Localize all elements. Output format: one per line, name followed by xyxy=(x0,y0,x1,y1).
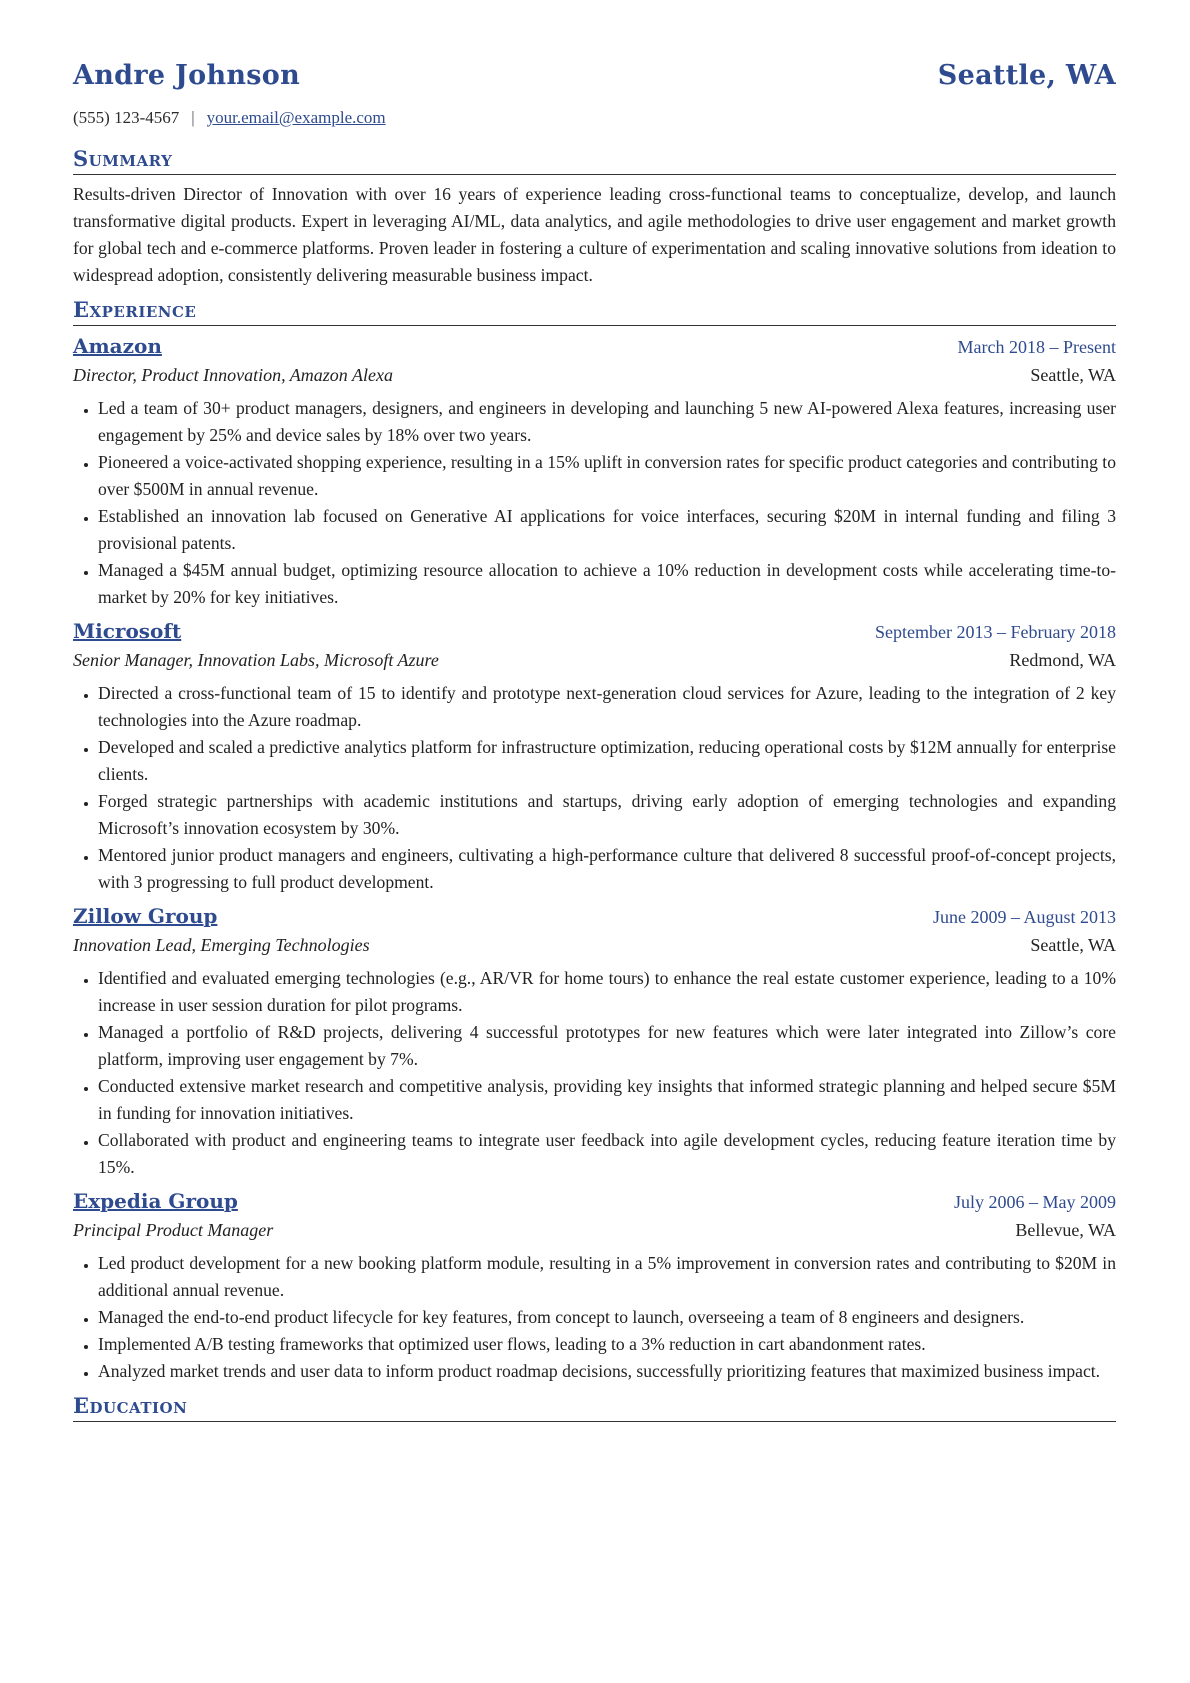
job-entry xyxy=(73,617,1116,896)
bullet-item: • Developed and scaled a predictive analytics platform for infrastructure optimization, reducing operational costs by $12M annually for enterprise clients. xyxy=(98,734,1116,788)
bullet-item: • Conducted extensive market research and competitive analysis, providing key insights that informed strategic planning and helped secure $5M in funding for innovation initiatives. xyxy=(98,1073,1116,1127)
bullet-item: • Directed a cross-functional team of 15 to identify and prototype next-generation cloud services for Azure, leading to the integration of 2 key technologies into the Azure roadmap. xyxy=(98,680,1116,734)
job-subheader xyxy=(73,361,1116,389)
job-header xyxy=(73,332,1116,361)
job-bullets xyxy=(73,680,1116,896)
bullet-item: • Managed the end-to-end product lifecycle for key features, from concept to launch, overseeing a team of 8 engineers and designers. xyxy=(98,1304,1116,1331)
bullet-item: • Mentored junior product managers and engineers, cultivating a high-performance culture that delivered 8 successful proof-of-concept projects, with 3 progressing to full product development. xyxy=(98,842,1116,896)
company-link[interactable]: Amazon xyxy=(73,334,162,358)
candidate-name: Andre Johnson xyxy=(73,60,301,91)
bullet-item: • Identified and evaluated emerging technologies (e.g., AR/VR for home tours) to enhance the real estate customer experience, leading to a 10% increase in user session duration for pilot programs. xyxy=(98,965,1116,1019)
job-title: Principal Product Manager xyxy=(73,1220,274,1240)
phone-number: (555) 123-4567 xyxy=(73,108,180,127)
job-header xyxy=(73,617,1116,646)
job-bullets xyxy=(73,395,1116,611)
bullet-item: • Implemented A/B testing frameworks that optimized user flows, leading to a 3% reduction in cart abandonment rates. xyxy=(98,1331,1116,1358)
job-location: Seattle, WA xyxy=(1030,365,1116,385)
summary-text: Results-driven Director of Innovation with over 16 years of experience leading cross-functional teams to conceptualize, develop, and launch transformative digital products. Expert in leveraging AI/ML, data analytics, and agile methodologies to drive user engagement and market growth for global tech and e-commerce platforms. Proven leader in fostering a culture of experimentation and scaling innovative solutions from ideation to widespread adoption, consistently delivering measurable business impact. xyxy=(73,184,1116,285)
email-link[interactable]: your.email@example.com xyxy=(206,108,386,127)
job-dates: July 2006 – May 2009 xyxy=(954,1192,1116,1212)
job-entry xyxy=(73,902,1116,1181)
job-entry xyxy=(73,1187,1116,1385)
bullet-item: • Collaborated with product and engineering teams to integrate user feedback into agile development cycles, reducing feature iteration time by 15%. xyxy=(98,1127,1116,1181)
job-subheader xyxy=(73,931,1116,959)
job-bullets xyxy=(73,965,1116,1181)
job-title: Director, Product Innovation, Amazon Alexa xyxy=(73,365,393,385)
company-link[interactable]: Microsoft xyxy=(73,619,182,643)
company-link[interactable]: Expedia Group xyxy=(73,1189,238,1213)
job-location: Seattle, WA xyxy=(1030,935,1116,955)
bullet-item: • Forged strategic partnerships with academic institutions and startups, driving early adoption of emerging technologies and expanding Microsoft’s innovation ecosystem by 30%. xyxy=(98,788,1116,842)
bullet-item: • Pioneered a voice-activated shopping experience, resulting in a 15% uplift in conversion rates for specific product categories and contributing to over $500M in annual revenue. xyxy=(98,449,1116,503)
job-header xyxy=(73,902,1116,931)
contact-row xyxy=(73,108,1116,134)
job-location: Redmond, WA xyxy=(1009,650,1116,670)
bullet-item: • Led product development for a new booking platform module, resulting in a 5% improvement in conversion rates and contributing to $20M in additional annual revenue. xyxy=(98,1250,1116,1304)
section-title-experience: Experience xyxy=(73,295,1116,326)
section-title-summary: Summary xyxy=(73,144,1116,175)
job-location: Bellevue, WA xyxy=(1015,1220,1116,1240)
job-dates: September 2013 – February 2018 xyxy=(875,622,1116,642)
bullet-item: • Analyzed market trends and user data to inform product roadmap decisions, successfully prioritizing features that maximized business impact. xyxy=(98,1358,1116,1385)
company-link[interactable]: Zillow Group xyxy=(73,904,218,928)
job-header xyxy=(73,1187,1116,1216)
job-subheader xyxy=(73,1216,1116,1244)
job-title: Senior Manager, Innovation Labs, Microsoft Azure xyxy=(73,650,439,670)
resume-header xyxy=(73,60,1116,104)
job-title: Innovation Lead, Emerging Technologies xyxy=(73,935,370,955)
contact-separator: | xyxy=(191,108,195,127)
experience-list xyxy=(73,332,1116,1385)
bullet-item: • Established an innovation lab focused on Generative AI applications for voice interfaces, securing $20M in internal funding and filing 3 provisional patents. xyxy=(98,503,1116,557)
bullet-item: • Managed a $45M annual budget, optimizing resource allocation to achieve a 10% reduction in development costs while accelerating time-to-market by 20% for key initiatives. xyxy=(98,557,1116,611)
job-subheader xyxy=(73,646,1116,674)
job-bullets xyxy=(73,1250,1116,1385)
job-dates: March 2018 – Present xyxy=(957,337,1116,357)
job-entry xyxy=(73,332,1116,611)
section-title-education: Education xyxy=(73,1391,1116,1422)
job-dates: June 2009 – August 2013 xyxy=(932,907,1116,927)
bullet-item: • Led a team of 30+ product managers, designers, and engineers in developing and launching 5 new AI-powered Alexa features, increasing user engagement by 25% and device sales by 18% over two years. xyxy=(98,395,1116,449)
bullet-item: • Managed a portfolio of R&D projects, delivering 4 successful prototypes for new features which were later integrated into Zillow’s core platform, improving user engagement by 7%. xyxy=(98,1019,1116,1073)
candidate-location: Seattle, WA xyxy=(937,60,1116,91)
